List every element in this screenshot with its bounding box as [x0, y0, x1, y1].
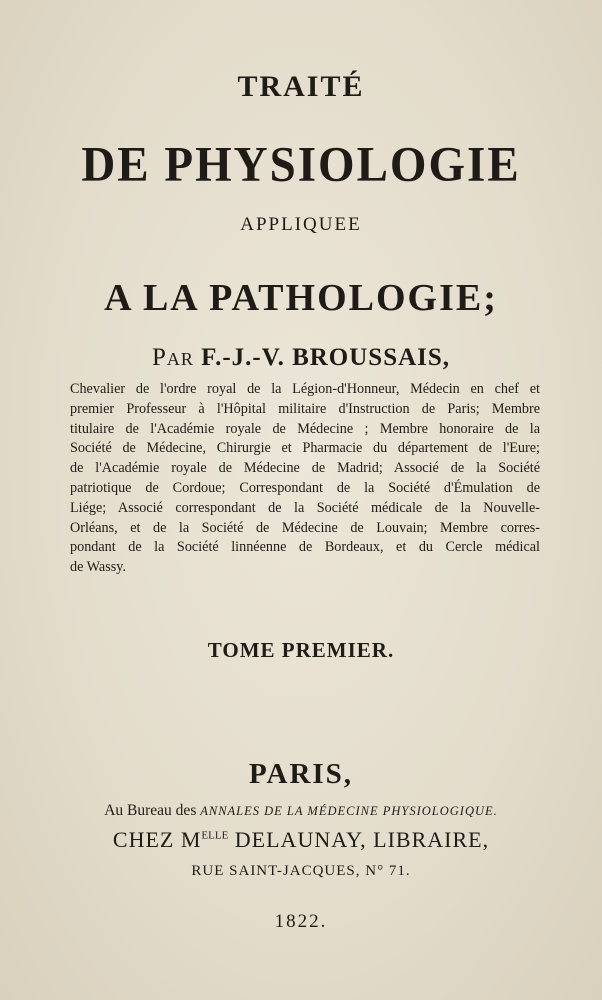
publisher-post: DELAUNAY, LIBRAIRE, [228, 827, 490, 852]
author-prefix: Par [151, 344, 194, 371]
credentials-line: titulaire de l'Académie royale de Médecine ; Membre honoraire de la [70, 420, 540, 437]
author-credentials [70, 380, 540, 578]
bureau-prefix: Au Bureau des [104, 802, 197, 819]
author-name: F.-J.-V. BROUSSAIS, [201, 344, 451, 371]
title-line-pathologie: A LA PATHOLOGIE; [104, 277, 498, 319]
imprint-city: PARIS, [248, 758, 354, 790]
credentials-line: Société de Médecine, Chirurgie et Pharmacie du département de l'Eure; [70, 440, 540, 457]
credentials-line: de Wassy. [70, 559, 126, 576]
title-line-appliquee: APPLIQUEE [240, 214, 362, 235]
title-line-physiologie: DE PHYSIOLOGIE [81, 137, 521, 193]
credentials-line: patriotique de Cordoue; Correspondant de la Société d'Émulation de [70, 479, 540, 496]
imprint-address: RUE SAINT-JACQUES, N° 71. [191, 863, 411, 879]
imprint-publisher [0, 827, 602, 853]
title-line-traite: TRAITÉ [237, 70, 365, 103]
publisher-sup: ELLE [201, 829, 229, 842]
journal-title: ANNALES DE LA MÉDECINE PHYSIOLOGIQUE. [200, 804, 498, 818]
author-line [0, 344, 602, 372]
credentials-line: premier Professeur à l'Hôpital militaire d'Instruction de Paris; Membre [70, 400, 540, 417]
volume-label: TOME PREMIER. [207, 638, 395, 662]
imprint-year: 1822. [274, 911, 328, 932]
credentials-line: de l'Académie royale de Médecine de Madrid; Associé de la Société [70, 460, 540, 477]
credentials-line: Liége; Associé correspondant de la Société médicale de la Nouvelle- [70, 499, 540, 516]
credentials-line: pondant de la Société linnéenne de Bordeaux, et du Cercle médical [70, 539, 540, 556]
publisher-pre: CHEZ M [112, 827, 202, 852]
credentials-line: Chevalier de l'ordre royal de la Légion-d'Honneur, Médecin en chef et [70, 381, 540, 397]
credentials-line: Orléans, et de la Société de Médecine de Louvain; Membre corres- [70, 519, 540, 536]
imprint-bureau [0, 802, 602, 820]
